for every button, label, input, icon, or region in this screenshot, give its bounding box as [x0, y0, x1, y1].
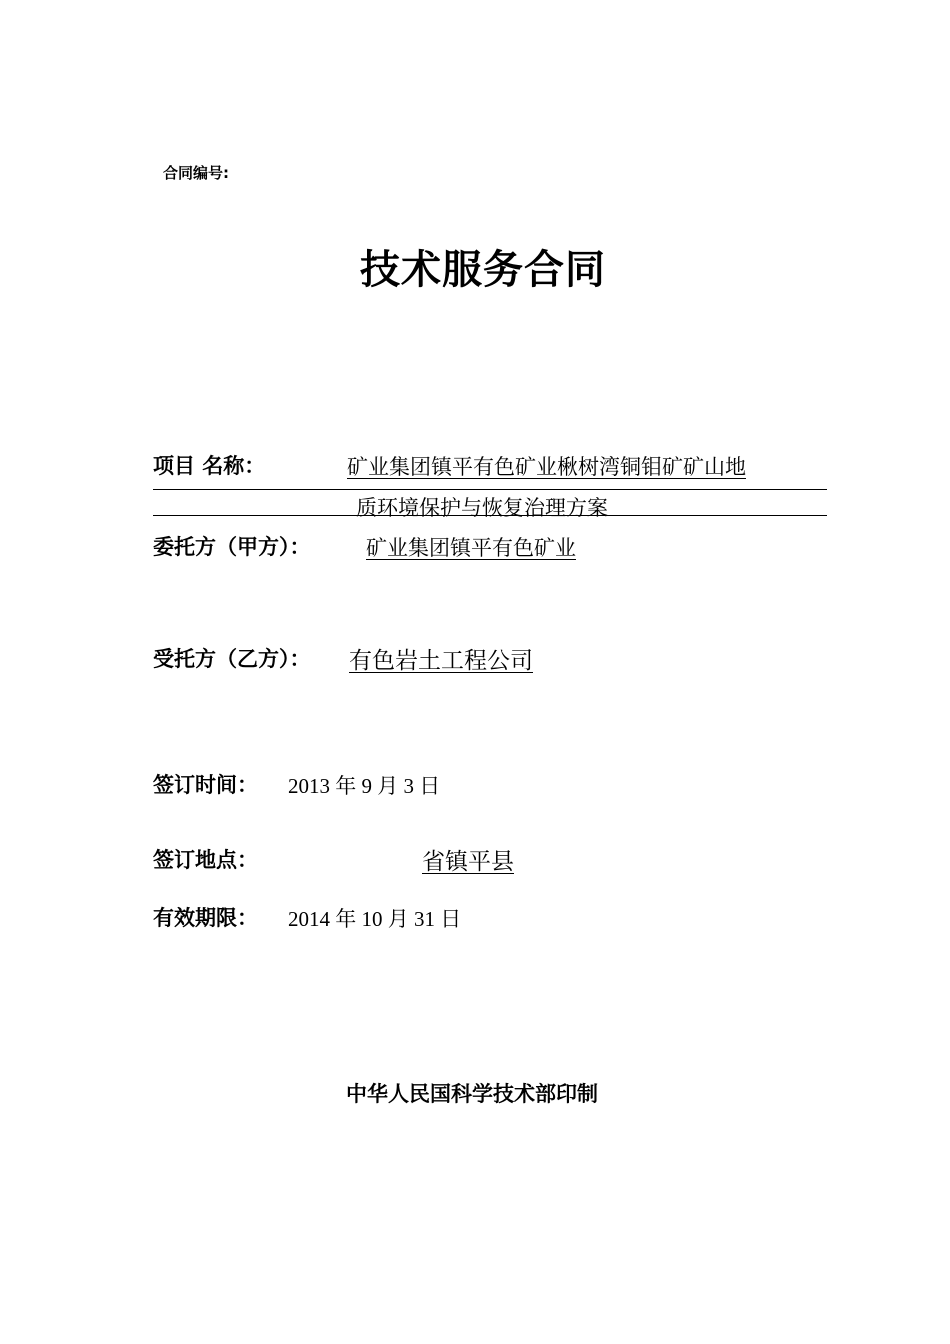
document-title: 技术服务合同: [360, 247, 606, 293]
contractor-party-label: 受托方（乙方）：: [153, 647, 311, 671]
contractor-party-value: 有色岩土工程公司: [349, 648, 533, 673]
client-party-label: 委托方（甲方）：: [153, 535, 311, 559]
printer-footer: 中华人民国科学技术部印制: [346, 1082, 598, 1106]
project-name-value-line1: 矿业集团镇平有色矿业楸树湾铜钼矿矿山地: [347, 455, 746, 479]
project-underline-rule-2: [153, 515, 827, 516]
validity-period-value: 2014 年 10 月 31 日: [288, 907, 462, 931]
contract-number-label: 合同编号:: [163, 164, 229, 182]
sign-place-value: 省镇平县: [422, 849, 514, 874]
project-name-label: 项目 名称：: [153, 454, 266, 478]
project-underline-rule: [153, 489, 827, 490]
client-party-value: 矿业集团镇平有色矿业: [366, 536, 576, 560]
sign-date-value: 2013 年 9 月 3 日: [288, 774, 441, 798]
sign-place-label: 签订地点：: [153, 848, 258, 872]
validity-period-label: 有效期限：: [153, 906, 258, 930]
project-name-value-line2: 质环境保护与恢复治理方案: [356, 496, 608, 520]
sign-date-label: 签订时间：: [153, 773, 258, 797]
